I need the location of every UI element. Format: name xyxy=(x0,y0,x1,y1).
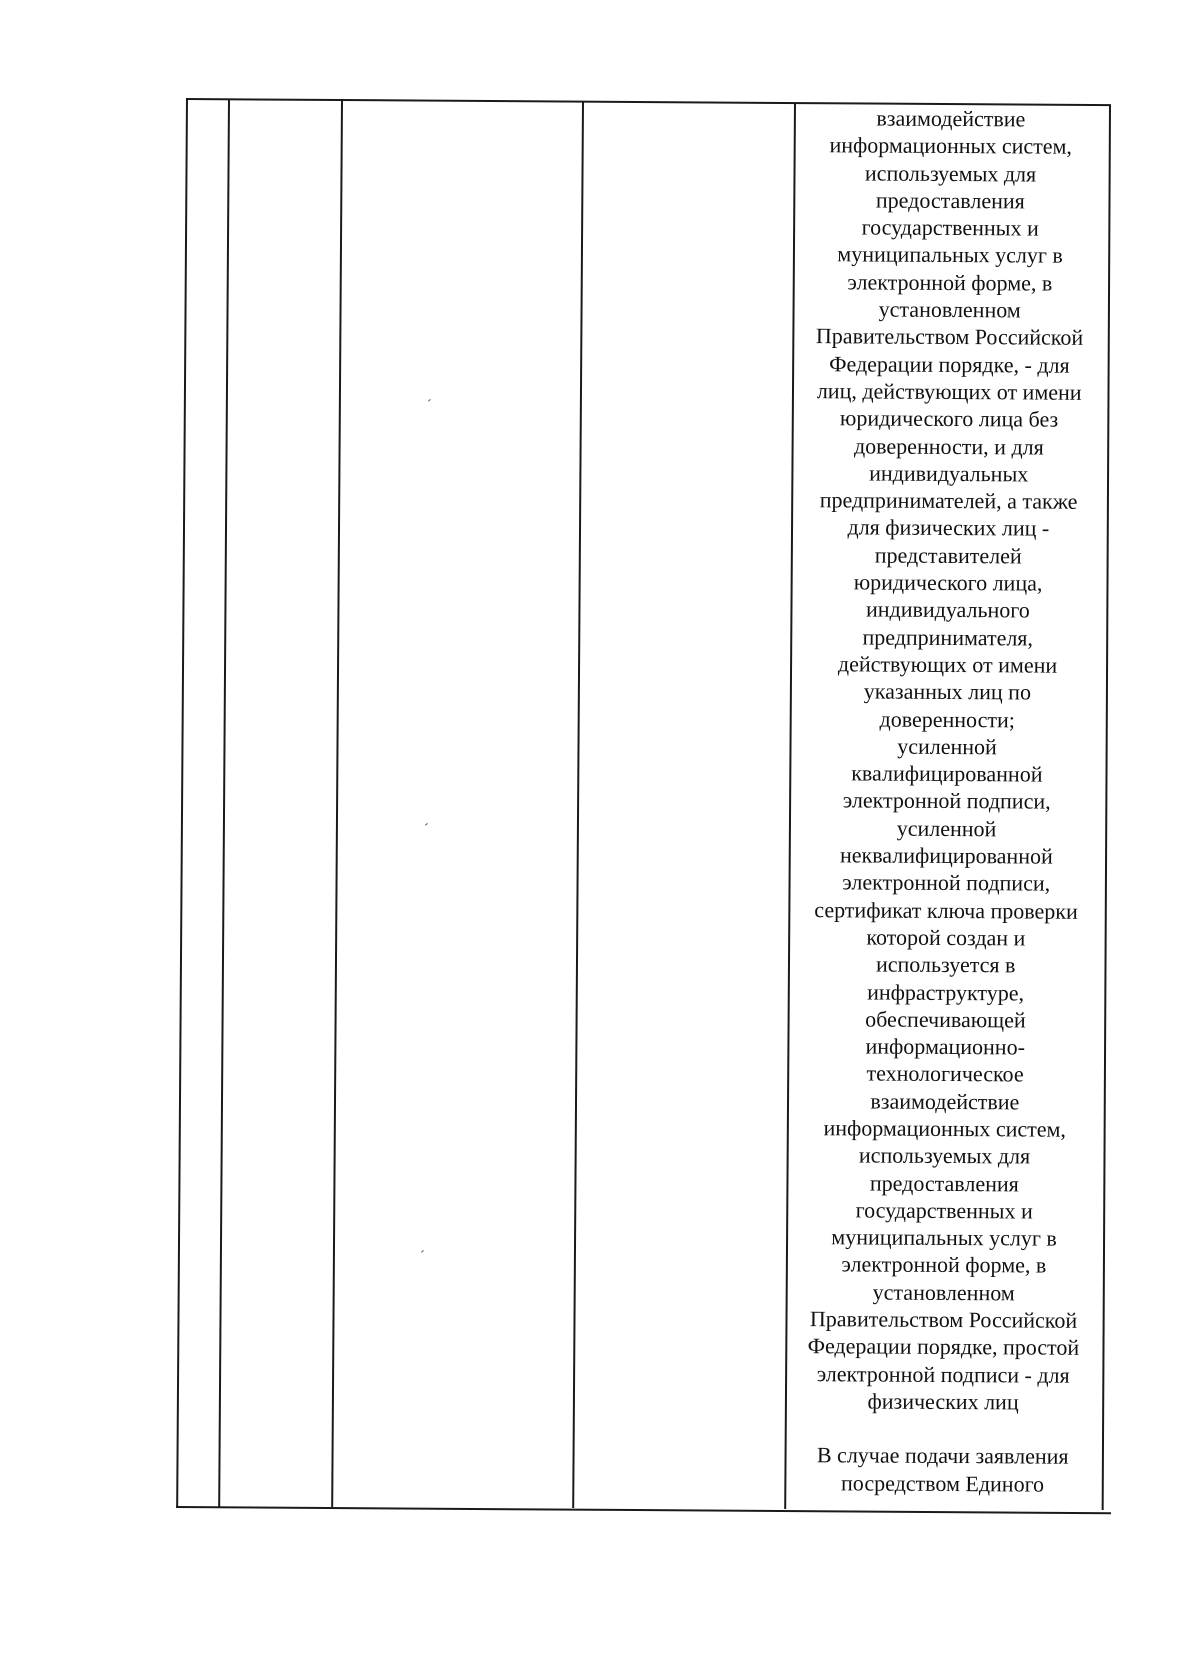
column-line-3 xyxy=(331,100,343,1507)
last-column-cell xyxy=(781,104,1111,1498)
table-bottom-border xyxy=(176,1506,1111,1514)
column-line-2 xyxy=(218,99,230,1507)
stray-mark: ˊ xyxy=(420,1249,425,1264)
stray-mark: ˊ xyxy=(427,398,432,413)
column-line-4 xyxy=(572,102,584,1508)
stray-mark: ˊ xyxy=(424,822,429,837)
cell-paragraph-continuation: В случае подачи заявления посредством Единого xyxy=(816,1442,1069,1497)
cell-paragraph-main: взаимодействие информационных систем, используемых для предоставления государственных и муниципальных услуг в электронной форме, в установленном Правительством Российской Федерации порядке, - для лиц, действующих от имени юридического лица без доверенности, и для индивидуальных предпринимателей, а также для физических лиц - представителей юридического лица, индивидуального предпринимателя, действующих от имени указанных лиц по доверенности; усиленной квалифицированной электронной подписи, усиленной неквалифицированной электронной подписи, сертификат ключа проверки которой создан и используется в инфраструктуре, обеспечивающей информационно- технологическое взаимодействие информационных систем, используемых для предоставления государственных и муниципальных услуг в электронной форме, в установленном Правительством Российской Федерации порядке, простой электронной подписи - для физических лиц xyxy=(807,105,1084,1415)
column-line-1 xyxy=(176,98,188,1507)
paragraph-gap xyxy=(782,1414,1104,1443)
